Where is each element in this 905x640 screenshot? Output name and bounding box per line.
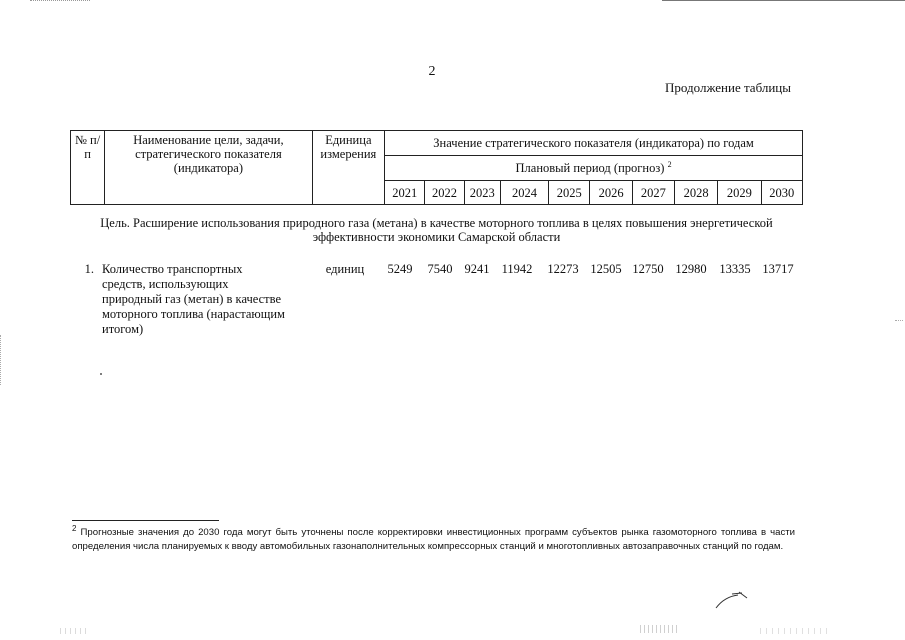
scan-noise bbox=[640, 625, 680, 633]
year-cell: 2024 bbox=[500, 181, 548, 205]
indicator-unit: единиц bbox=[325, 262, 365, 276]
scan-edge-mark bbox=[662, 0, 905, 4]
handwritten-mark bbox=[712, 590, 752, 612]
header-number-cell: № п/п bbox=[71, 131, 105, 205]
footnote-mark: 2 bbox=[72, 523, 77, 533]
year-cell: 2030 bbox=[761, 181, 802, 205]
indicator-table-header bbox=[70, 130, 803, 205]
footnote bbox=[72, 523, 795, 554]
header-unit-cell: Единица измерения bbox=[312, 131, 384, 205]
row-number: 1. bbox=[84, 262, 94, 276]
year-cell: 2023 bbox=[464, 181, 500, 205]
scan-edge-mark bbox=[895, 320, 903, 323]
value-cell: 12505 bbox=[590, 262, 622, 276]
indicator-name: Количество транспортных средств, использующих природный газ (метан) в качестве моторного топлива (нарастающим итогом) bbox=[102, 262, 285, 336]
page-number: 2 bbox=[428, 64, 436, 79]
table-continuation-label: Продолжение таблицы bbox=[665, 80, 791, 95]
value-cell: 12980 bbox=[675, 262, 707, 276]
value-cell: 12273 bbox=[547, 262, 579, 276]
footnote-reference: 2 bbox=[667, 159, 672, 169]
value-cell: 13335 bbox=[719, 262, 751, 276]
stray-dot bbox=[100, 373, 102, 375]
goal-heading: Цель. Расширение использования природного газа (метана) в качестве моторного топлива в целях повышения энергетической эффективности экономики Самарской области bbox=[100, 216, 773, 244]
footnote-text: Прогнозные значения до 2030 года могут быть уточнены после корректировки инвестиционных программ субъектов рынка газомоторного топлива в части определения числа планируемых к вводу автомобильных газонаполнительных компрессорных станций и многотопливных автозаправочных станций по годам. bbox=[72, 527, 795, 552]
footnote-separator bbox=[72, 520, 219, 521]
header-name-cell: Наименование цели, задачи, стратегического показателя (индикатора) bbox=[105, 131, 312, 205]
scan-edge-mark bbox=[30, 0, 90, 4]
year-cell: 2028 bbox=[674, 181, 717, 205]
value-cell: 12750 bbox=[632, 262, 664, 276]
year-cell: 2026 bbox=[590, 181, 632, 205]
planned-period-label: Плановый период (прогноз) bbox=[515, 161, 665, 175]
scan-edge-mark bbox=[0, 335, 2, 385]
year-cell: 2029 bbox=[718, 181, 761, 205]
header-planned-period-cell bbox=[385, 156, 803, 181]
year-cell: 2027 bbox=[632, 181, 674, 205]
value-cell: 13717 bbox=[762, 262, 794, 276]
scan-noise bbox=[760, 628, 830, 634]
value-cell: 9241 bbox=[464, 262, 490, 276]
scan-noise bbox=[60, 628, 90, 634]
header-values-cell: Значение стратегического показателя (индикатора) по годам bbox=[385, 131, 803, 156]
value-cell: 5249 bbox=[387, 262, 413, 276]
year-cell: 2025 bbox=[549, 181, 590, 205]
value-cell: 11942 bbox=[501, 262, 533, 276]
year-cell: 2021 bbox=[385, 181, 425, 205]
value-cell: 7540 bbox=[427, 262, 453, 276]
year-cell: 2022 bbox=[425, 181, 464, 205]
